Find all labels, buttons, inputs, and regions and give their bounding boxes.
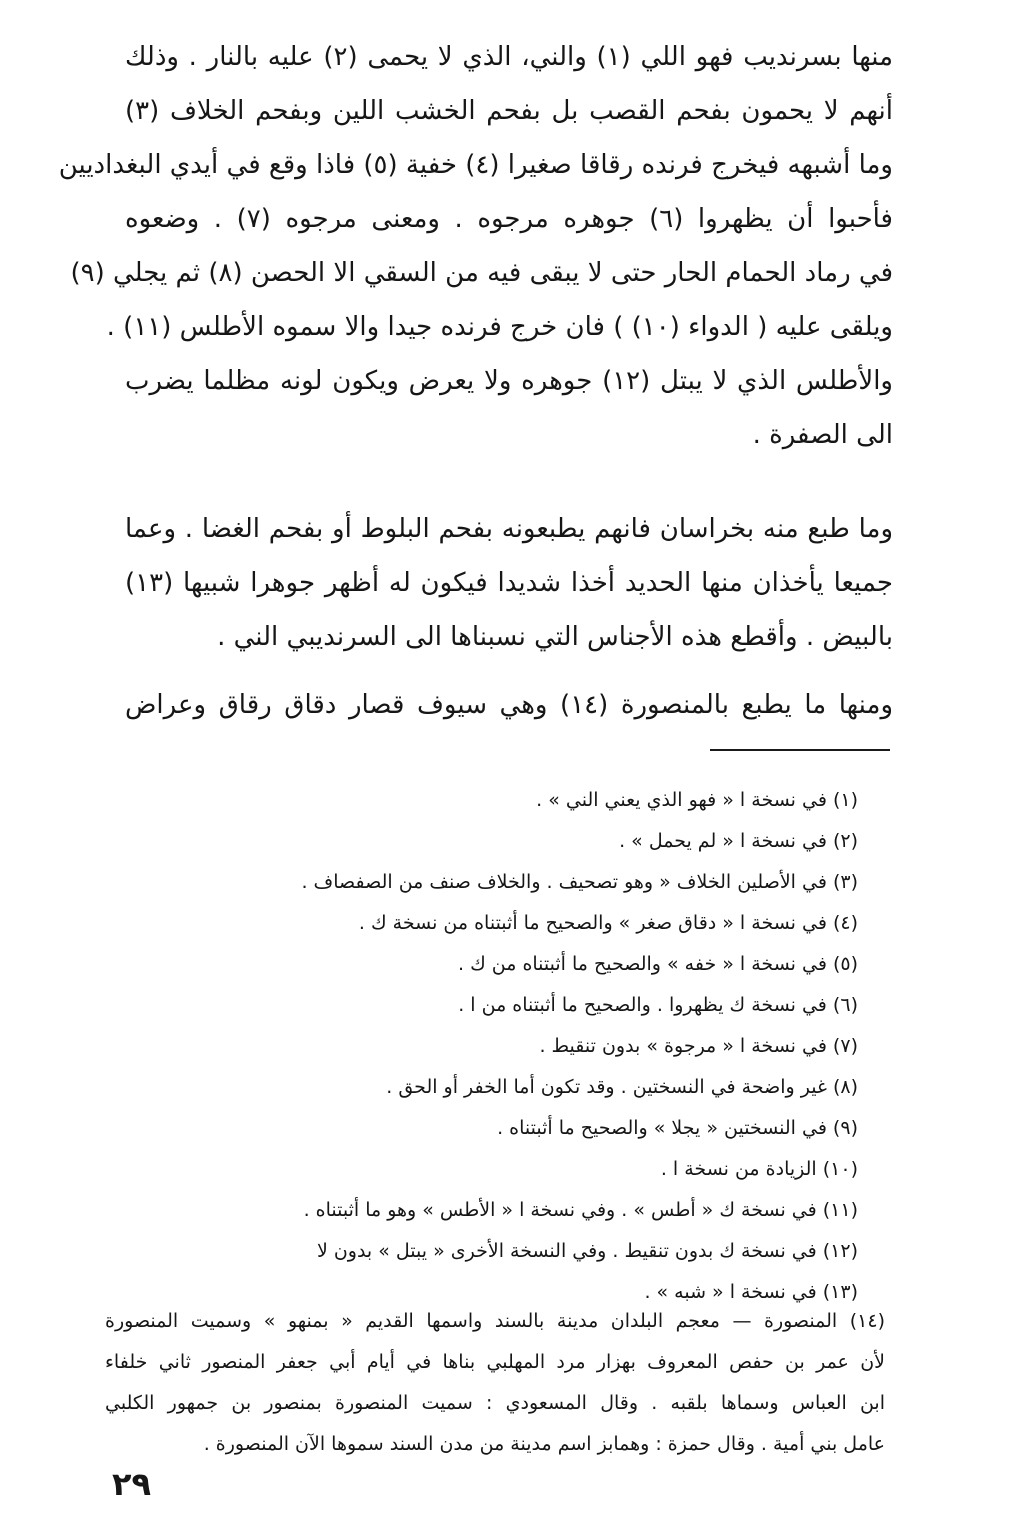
text-line: وما أشبهه فيخرج فرنده رقاقا صغيرا (٤) خفية (٥) فاذا وقع في أيدي البغداديين: [58, 150, 893, 180]
footnote: (١) في نسخة ا « فهو الذي يعني الني » .: [536, 789, 858, 811]
footnote-long: [105, 1301, 885, 1465]
text-line: والأطلس الذي لا يبتل (١٢) جوهره ولا يعرض ويكون لونه مظلما يضرب: [125, 366, 893, 396]
footnote: (٤) في نسخة ا « دقاق صغر » والصحيح ما أثبتناه من نسخة ك .: [358, 912, 858, 934]
text-line: في رماد الحمام الحار حتى لا يبقى فيه من السقي الا الحصن (٨) ثم يجلي (٩): [70, 258, 893, 288]
footnotes: [110, 780, 858, 1313]
text-line: منها بسرنديب فهو اللي (١) والني، الذي لا يحمى (٢) عليه بالنار . وذلك: [125, 42, 894, 72]
text-line: وما طبع منه بخراسان فانهم يطبعونه بفحم البلوط أو بفحم الغضا . وعما: [125, 514, 893, 544]
text-line: أنهم لا يحمون بفحم القصب بل بفحم الخشب اللين وبفحم الخلاف (٣): [125, 96, 893, 126]
footnote-line: ابن العباس وسماها بلقبه . وقال المسعودي : سميت المنصورة بمنصور بن جمهور الكلبي: [105, 1392, 885, 1414]
footnote-line: لأن عمر بن حفص المعروف بهزار مرد المهلبي بناها في أيام أبي جعفر المنصور ثاني خلفاء: [105, 1351, 885, 1373]
text-line: ومنها ما يطبع بالمنصورة (١٤) وهي سيوف قصار دقاق رقاق وعراض: [125, 690, 893, 720]
footnote: (٣) في الأصلين الخلاف « وهو تصحيف . والخلاف صنف من الصفصاف .: [301, 871, 858, 893]
footnote: (١٢) في نسخة ك بدون تنقيط . وفي النسخة الأخرى « يبتل » بدون لا: [316, 1240, 858, 1262]
paragraph-gap: [125, 462, 893, 502]
footnote: (٧) في نسخة ا « مرجوة » بدون تنقيط .: [539, 1035, 858, 1057]
footnote: (٥) في نسخة ا « خفه » والصحيح ما أثبتناه من ك .: [457, 953, 858, 975]
footnote: (١٣) في نسخة ا « شبه » .: [644, 1281, 858, 1303]
footnote: (١١) في نسخة ك « أطس » . وفي نسخة ا « الأطس » وهو ما أثبتناه .: [303, 1199, 858, 1221]
page-number: ٢٩: [112, 1465, 152, 1503]
footnote-separator: [710, 749, 890, 751]
footnote: (٢) في نسخة ا « لم يحمل » .: [619, 830, 858, 852]
footnote-line: عامل بني أمية . وقال حمزة : وهمابز اسم مدينة من مدن السند سموها الآن المنصورة .: [203, 1433, 885, 1455]
footnote: (٨) غير واضحة في النسختين . وقد تكون أما الخفر أو الحق .: [386, 1076, 858, 1098]
footnote: (٩) في النسختين « يجلا » والصحيح ما أثبتناه .: [497, 1117, 858, 1139]
footnote: (١٠) الزيادة من نسخة ا .: [660, 1158, 858, 1180]
text-line: فأحبوا أن يظهروا (٦) جوهره مرجوه . ومعنى مرجوه (٧) . وضعوه: [125, 204, 893, 234]
text-line: الى الصفرة .: [752, 420, 893, 450]
paragraph-gap: [125, 664, 893, 678]
main-text: [58, 30, 894, 732]
text-line: جميعا يأخذان منها الحديد أخذا شديدا فيكون له أظهر جوهرا شبيها (١٣): [125, 568, 893, 598]
footnote: (٦) في نسخة ك يظهروا . والصحيح ما أثبتناه من ا .: [458, 994, 858, 1016]
text-line: بالبيض . وأقطع هذه الأجناس التي نسبناها الى السرنديبي الني .: [217, 622, 893, 652]
text-line: ويلقى عليه ( الدواء (١٠) ) فان خرج فرنده جيدا والا سموه الأطلس (١١) .: [106, 312, 893, 342]
footnote-line: (١٤) المنصورة — معجم البلدان مدينة بالسند واسمها القديم « بمنهو » وسميت المنصورة: [105, 1310, 885, 1332]
